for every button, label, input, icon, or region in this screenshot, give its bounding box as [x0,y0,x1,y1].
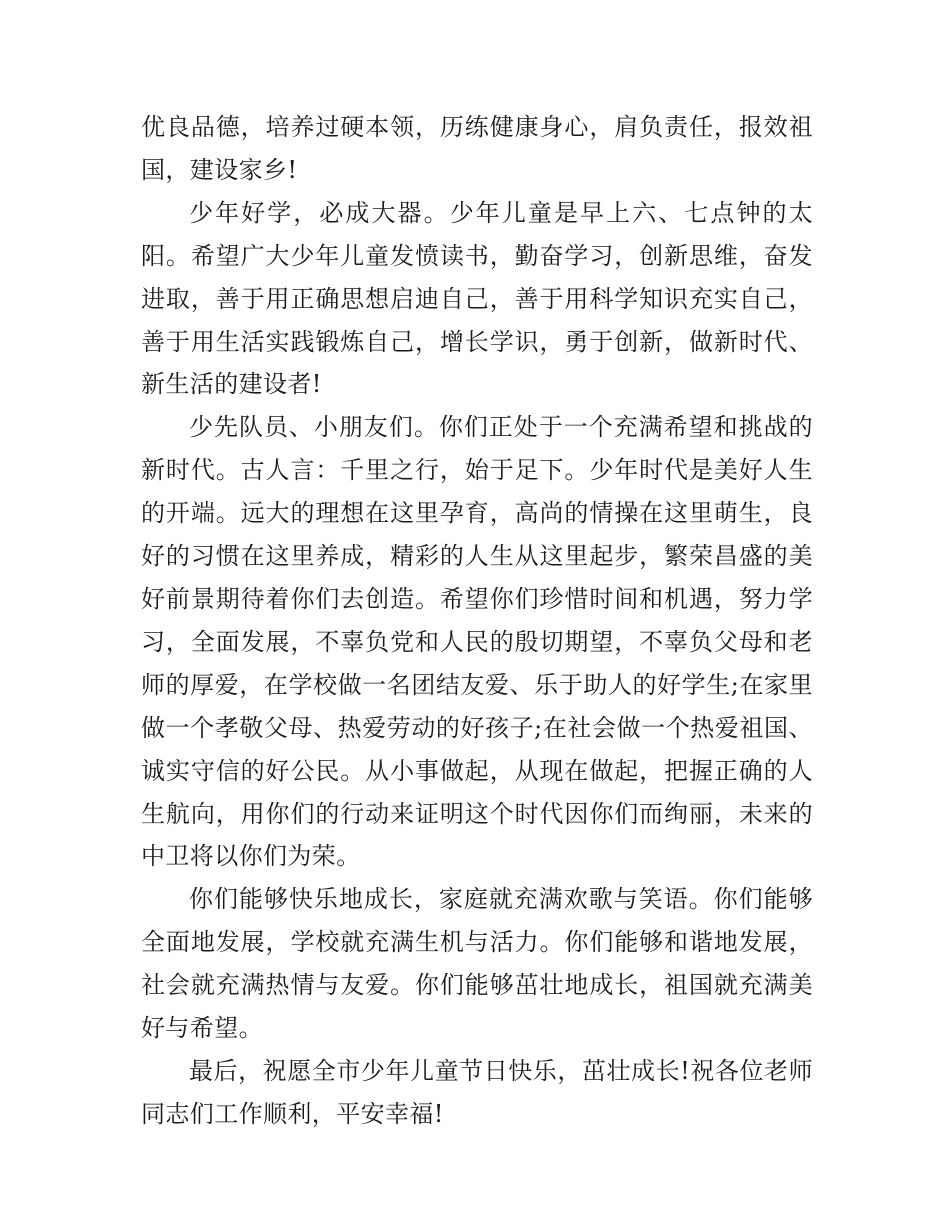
paragraph-study: 少年好学，必成大器。少年儿童是早上六、七点钟的太阳。希望广大少年儿童发愤读书，勤奋学习，创新思维，奋发进取，善于用正确思想启迪自己，善于用科学知识充实自己，善于用生活实践锻炼自己，增长学识，勇于创新，做新时代、新生活的建设者! [141,198,813,399]
document-page [141,106,813,1136]
paragraph-young-pioneers: 少先队员、小朋友们。你们正处于一个充满希望和挑战的新时代。古人言：千里之行，始于足下。少年时代是美好人生的开端。远大的理想在这里孕育，高尚的情操在这里萌生，良好的习惯在这里养成，精彩的人生从这里起步，繁荣昌盛的美好前景期待着你们去创造。希望你们珍惜时间和机遇，努力学习，全面发展，不辜负党和人民的殷切期望，不辜负父母和老师的厚爱，在学校做一名团结友爱、乐于助人的好学生;在家里做一个孝敬父母、热爱劳动的好孩子;在社会做一个热爱祖国、诚实守信的好公民。从小事做起，从现在做起，把握正确的人生航向，用你们的行动来证明这个时代因你们而绚丽，未来的中卫将以你们为荣。 [141,413,813,871]
paragraph-closing-wishes: 最后，祝愿全市少年儿童节日快乐，茁壮成长!祝各位老师同志们工作顺利，平安幸福! [141,1056,813,1128]
paragraph-growth: 你们能够快乐地成长，家庭就充满欢歌与笑语。你们能够全面地发展，学校就充满生机与活力。你们能够和谐地发展，社会就充满热情与友爱。你们能够茁壮地成长，祖国就充满美好与希望。 [141,885,813,1043]
paragraph-continued: 优良品德，培养过硬本领，历练健康身心，肩负责任，报效祖国，建设家乡! [141,113,813,184]
